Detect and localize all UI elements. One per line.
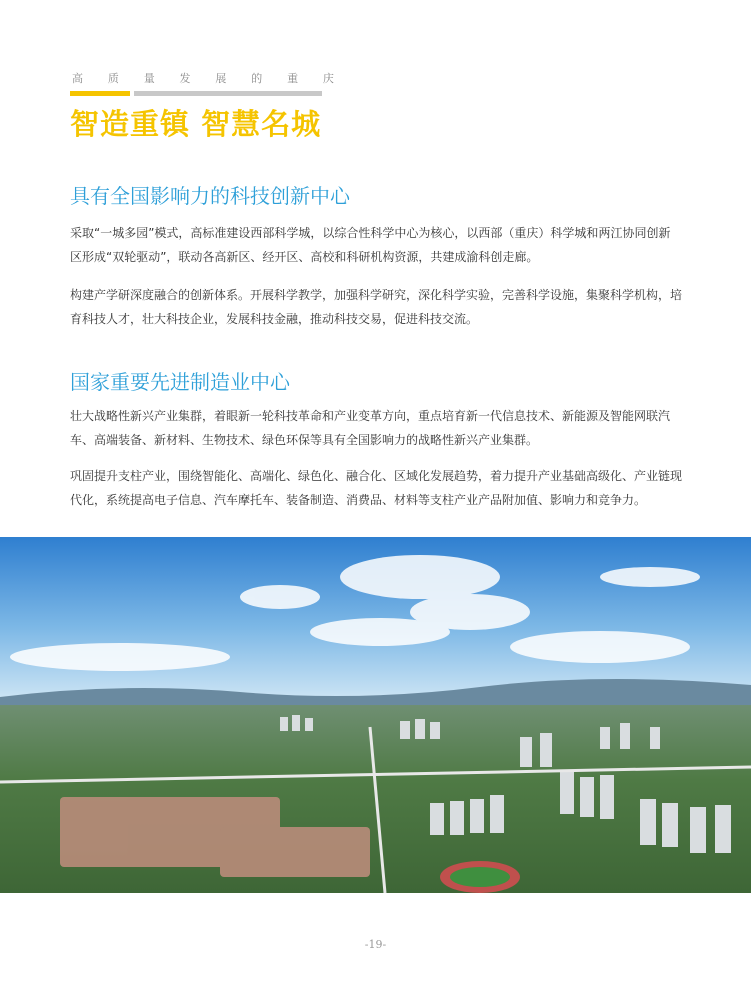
section-title-tech-innovation: 具有全国影响力的科技创新中心 (70, 184, 350, 208)
paragraph: 采取“一城多园”模式，高标准建设西部科学城，以综合性科学中心为核心，以西部（重庆）科学城和两江协同创新区形成“双轮驱动”，联动各高新区、经开区、高校和科研机构资源，共建成渝科创走廊。 (70, 226, 671, 264)
tagline-char: 质 (107, 72, 119, 85)
tagline-char: 发 (179, 72, 191, 85)
accent-bar-gray (134, 91, 322, 96)
tagline-char: 重 (287, 72, 299, 85)
tagline-char: 的 (251, 72, 263, 85)
accent-bar-yellow (70, 91, 130, 96)
section-title-manufacturing: 国家重要先进制造业中心 (70, 370, 290, 394)
page-number: -19- (364, 938, 387, 951)
header-tagline (72, 70, 334, 86)
tagline-char: 庆 (322, 72, 334, 85)
page-title: 智造重镇 智慧名城 (70, 107, 322, 141)
city-aerial-photo (0, 537, 751, 893)
paragraph: 壮大战略性新兴产业集群，着眼新一轮科技革命和产业变革方向，重点培育新一代信息技术、新能源及智能网联汽车、高端装备、新材料、生物技术、绿色环保等具有全国影响力的战略性新兴产业集群。 (70, 409, 671, 447)
paragraph: 巩固提升支柱产业，围绕智能化、高端化、绿色化、融合化、区域化发展趋势，着力提升产业基础高级化、产业链现代化，系统提高电子信息、汽车摩托车、装备制造、消费品、材料等支柱产业产品附加值、影响力和竞争力。 (70, 469, 683, 507)
tagline-char: 量 (143, 72, 155, 85)
tagline-char: 高 (72, 72, 83, 85)
paragraph: 构建产学研深度融合的创新体系。开展科学教学，加强科学研究，深化科学实验，完善科学设施，集聚科学机构，培育科技人才，壮大科技企业，发展科技金融，推动科技交易，促进科技交流。 (70, 288, 683, 326)
tagline-char: 展 (215, 72, 227, 85)
